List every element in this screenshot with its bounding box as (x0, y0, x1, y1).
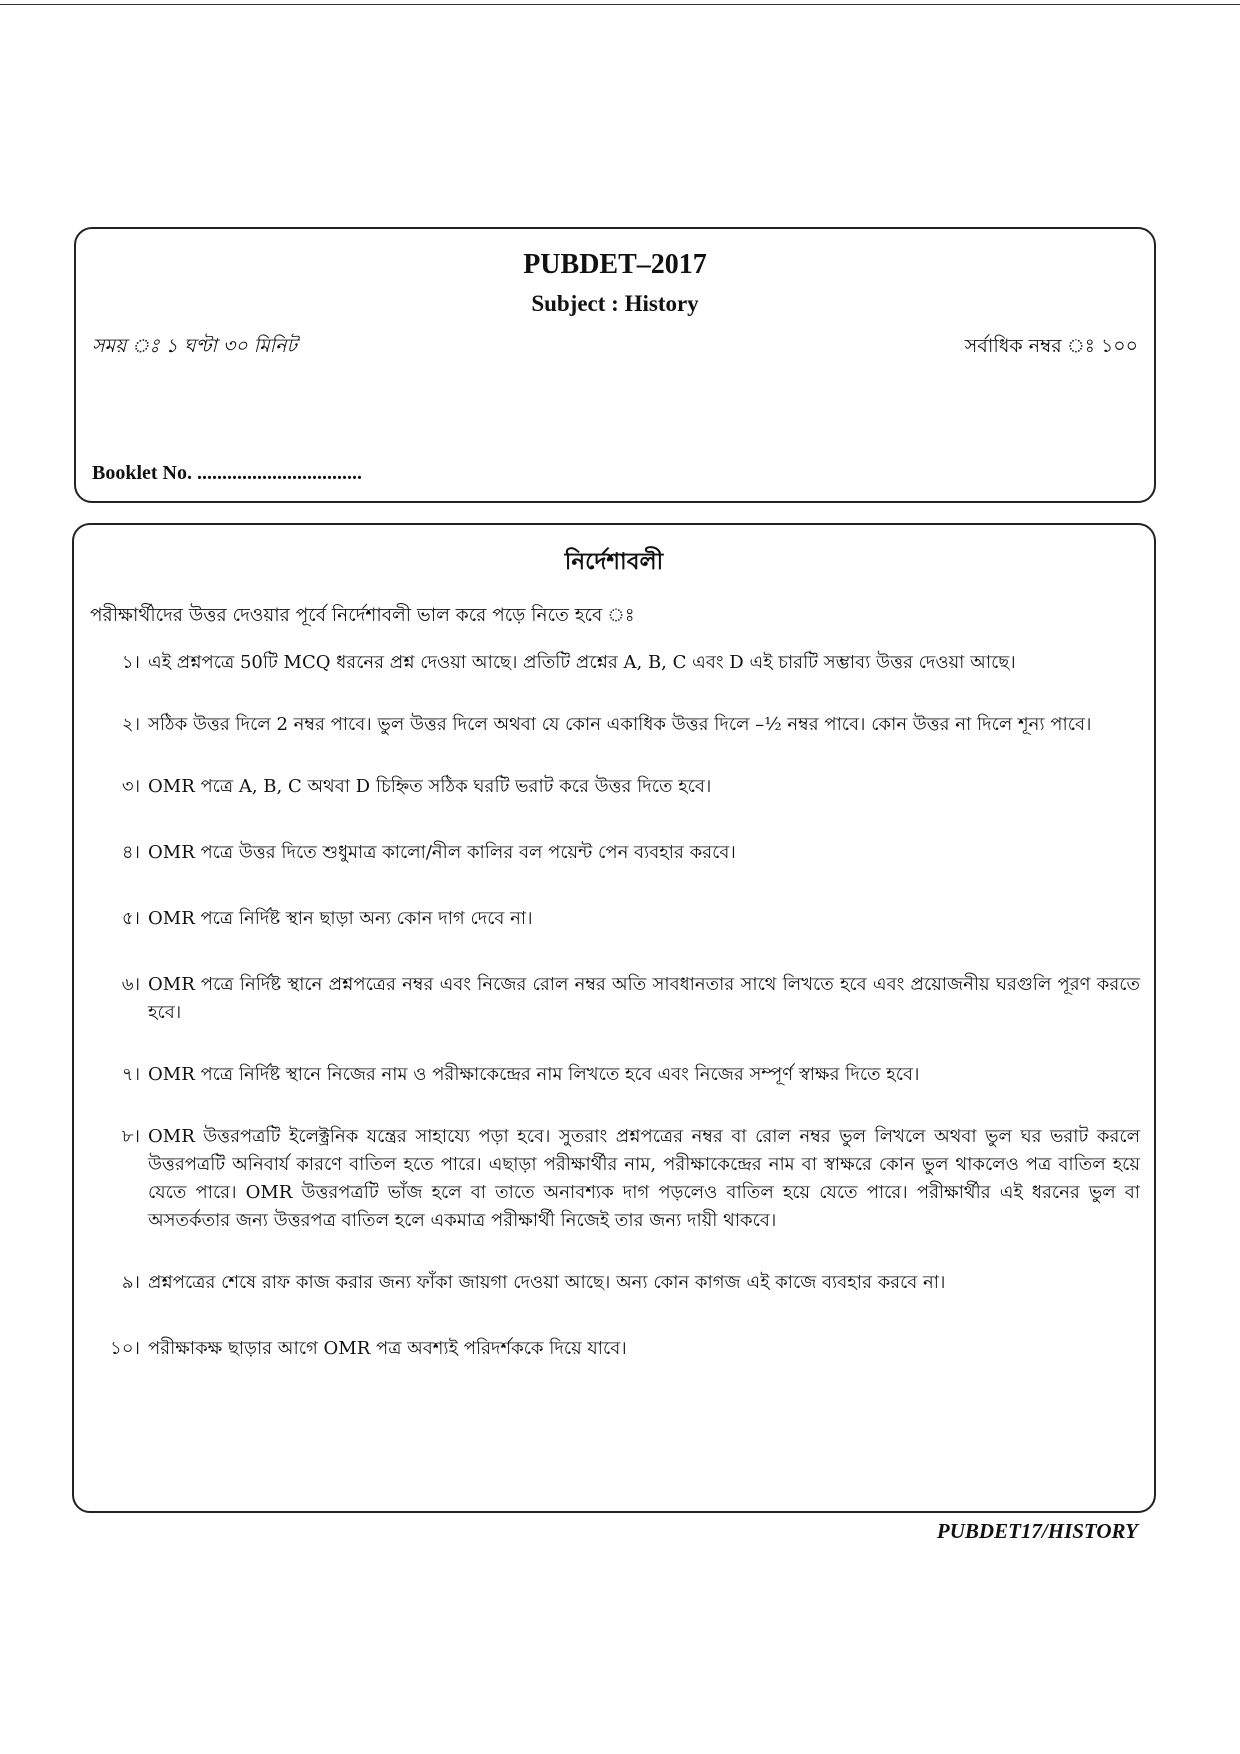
instruction-number: ১০। (110, 1338, 140, 1359)
instruction-number: ৬। (121, 974, 140, 995)
instruction-item-4 (90, 839, 1140, 867)
instruction-text: OMR পত্রে নির্দিষ্ট স্থান ছাড়া অন্য কোন দাগ দেবে না। (148, 908, 533, 929)
instruction-text: পরীক্ষাকক্ষ ছাড়ার আগে OMR পত্র অবশ্যই পরিদর্শককে দিয়ে যাবে। (148, 1338, 627, 1359)
instructions-list (90, 649, 1140, 1363)
subject-line: Subject : History (531, 291, 699, 316)
instruction-number: ১। (121, 652, 140, 673)
instruction-item-1 (90, 649, 1140, 677)
instructions-box (72, 523, 1156, 1513)
instruction-number: ৯। (121, 1272, 140, 1293)
exam-duration: সময় ঃ ১ ঘণ্টা ৩০ মিনিট (92, 335, 297, 357)
instructions-intro: পরীক্ষার্থীদের উত্তর দেওয়ার পূর্বে নির্দেশাবলী ভাল করে পড়ে নিতে হবে ঃ (90, 605, 635, 626)
instruction-number: ৮। (121, 1126, 140, 1147)
instruction-text: OMR পত্রে A, B, C অথবা D চিহ্নিত সঠিক ঘরটি ভরাট করে উত্তর দিতে হবে। (148, 776, 712, 797)
instruction-item-5 (90, 905, 1140, 933)
instruction-number: ৭। (121, 1064, 140, 1085)
instruction-item-8 (90, 1123, 1140, 1235)
instruction-number: ৩। (121, 776, 140, 797)
instruction-text: প্রশ্নপত্রের শেষে রাফ কাজ করার জন্য ফাঁকা জায়গা দেওয়া আছে। অন্য কোন কাগজ এই কাজে ব্যবহার করবে না। (148, 1272, 946, 1293)
instruction-text: এই প্রশ্নপত্রে 50টি MCQ ধরনের প্রশ্ন দেওয়া আছে। প্রতিটি প্রশ্নের A, B, C এবং D এই চারটি সম্ভাব্য উত্তর দেওয়া আছে। (148, 652, 1016, 673)
instructions-title: নির্দেশাবলী (564, 548, 664, 575)
instruction-text: OMR উত্তরপত্রটি ইলেক্ট্রনিক যন্ত্রের সাহায্যে পড়া হবে। সুতরাং প্রশ্নপত্রের নম্বর বা রোল নম্বর ভুল লিখলে অথবা ভুল ঘর ভরাট করলে উত্তরপত্রটি অনিবার্য কারণে বাতিল হতে পারে। এছাড়া পরীক্ষার্থীর নাম, পরীক্ষাকেন্দ্রের নাম বা স্বাক্ষরে কোন ভুল থাকলেও পত্র বাতিল হয়ে যেতে পারে। OMR উত্তরপত্রটি ভাঁজ হলে বা তাতে অনাবশ্যক দাগ পড়লেও বাতিল হয়ে যেতে পারে। পরীক্ষার্থীর এই ধরনের ভুল বা অসতর্কতার জন্য উত্তরপত্র বাতিল হলে একমাত্র পরীক্ষার্থী নিজেই তার জন্য দায়ী থাকবে। (148, 1126, 1140, 1231)
booklet-number-field: Booklet No. ................................. (92, 462, 362, 484)
instruction-number: ৫। (121, 908, 140, 929)
instruction-item-10 (90, 1335, 1140, 1363)
top-edge-line (0, 4, 1240, 5)
instruction-item-3 (90, 773, 1140, 801)
instruction-item-9 (90, 1269, 1140, 1297)
instruction-text: OMR পত্রে নির্দিষ্ট স্থানে নিজের নাম ও পরীক্ষাকেন্দ্রের নাম লিখতে হবে এবং নিজের সম্পূর্ণ স্বাক্ষর দিতে হবে। (148, 1064, 920, 1085)
instruction-text: OMR পত্রে উত্তর দিতে শুধুমাত্র কালো/নীল কালির বল পয়েন্ট পেন ব্যবহার করবে। (148, 842, 736, 863)
instruction-item-6 (90, 971, 1140, 1027)
instruction-text: OMR পত্রে নির্দিষ্ট স্থানে প্রশ্নপত্রের নম্বর এবং নিজের রোল নম্বর অতি সাবধানতার সাথে লিখতে হবে এবং প্রয়োজনীয় ঘরগুলি পূরণ করতে হবে। (148, 974, 1140, 1023)
exam-header-box (74, 227, 1156, 503)
instruction-number: ২। (121, 714, 140, 735)
instruction-number: ৪। (121, 842, 140, 863)
max-marks: সর্বাধিক নম্বর ঃ ১০০ (964, 335, 1138, 357)
exam-title: PUBDET–2017 (523, 249, 707, 280)
instruction-text: সঠিক উত্তর দিলে 2 নম্বর পাবে। ভুল উত্তর দিলে অথবা যে কোন একাধিক উত্তর দিলে –½ নম্বর পাবে। কোন উত্তর না দিলে শূন্য পাবে। (148, 714, 1092, 735)
instruction-item-2 (90, 711, 1140, 739)
instruction-item-7 (90, 1061, 1140, 1089)
paper-code: PUBDET17/HISTORY (936, 1519, 1138, 1543)
